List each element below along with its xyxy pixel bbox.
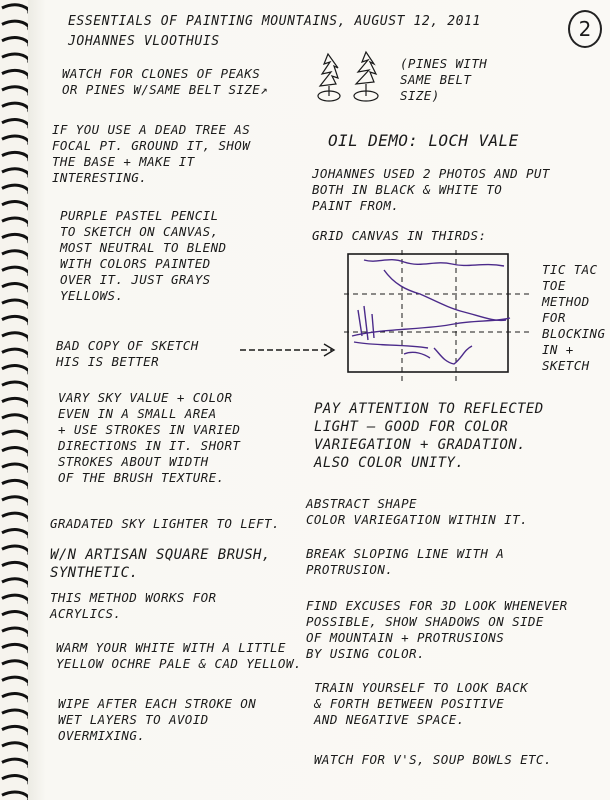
page-number: 2 bbox=[568, 10, 602, 48]
note-clones: WATCH FOR CLONES OF PEAKS OR PINES W/SAME BELT SIZE↗ bbox=[62, 66, 269, 97]
spiral-coil bbox=[2, 382, 30, 389]
spiral-coil bbox=[2, 169, 30, 176]
spiral-coil bbox=[2, 87, 30, 94]
spiral-coil bbox=[2, 5, 30, 12]
spiral-coil bbox=[2, 710, 30, 717]
arrow-to-sketch bbox=[240, 340, 340, 360]
note-dead-tree: IF YOU USE A DEAD TREE AS FOCAL PT. GROUND IT, SHOW THE BASE + MAKE IT INTERESTING. bbox=[52, 122, 251, 185]
notebook-page bbox=[28, 0, 610, 800]
page-title: ESSENTIALS OF PAINTING MOUNTAINS, AUGUST 12, 2011 bbox=[68, 14, 481, 29]
note-brush: W/N ARTISAN SQUARE BRUSH, SYNTHETIC. bbox=[50, 547, 271, 581]
spiral-coil bbox=[2, 267, 30, 274]
spiral-coil bbox=[2, 21, 30, 28]
spiral-coil bbox=[2, 480, 30, 487]
spiral-coil bbox=[2, 792, 30, 799]
note-sky-value: VARY SKY VALUE + COLOR EVEN IN A SMALL AREA + USE STROKES IN VARIED DIRECTIONS IN IT. SHORT STROKES ABOUT WIDTH OF THE BRUSH TEXTURE. bbox=[58, 390, 241, 485]
note-vs-soup-bowls: WATCH FOR V'S, SOUP BOWLS ETC. bbox=[314, 752, 552, 767]
spiral-coil bbox=[2, 562, 30, 569]
spiral-coil bbox=[2, 415, 30, 422]
note-abstract-shape: ABSTRACT SHAPE COLOR VARIEGATION WITHIN IT. bbox=[306, 496, 528, 527]
note-acrylics: THIS METHOD WORKS FOR ACRYLICS. bbox=[50, 590, 217, 621]
note-sketch-copy: BAD COPY OF SKETCH HIS IS BETTER bbox=[56, 338, 199, 369]
spiral-coil bbox=[2, 694, 30, 701]
spiral-coil bbox=[2, 218, 30, 225]
spiral-coil bbox=[2, 284, 30, 291]
spiral-coil bbox=[2, 661, 30, 668]
spiral-coil bbox=[2, 677, 30, 684]
spiral-coil bbox=[2, 776, 30, 783]
note-gradated-sky: GRADATED SKY LIGHTER TO LEFT. bbox=[50, 516, 280, 531]
spiral-coil bbox=[2, 120, 30, 127]
spiral-coil bbox=[2, 251, 30, 258]
spiral-coil bbox=[2, 497, 30, 504]
note-grid-canvas: GRID CANVAS IN THIRDS: bbox=[312, 228, 487, 243]
spiral-coil bbox=[2, 579, 30, 586]
note-wipe-stroke: WIPE AFTER EACH STROKE ON WET LAYERS TO AVOID OVERMIXING. bbox=[58, 696, 257, 743]
canvas-sketch bbox=[344, 250, 540, 390]
spiral-coil bbox=[2, 546, 30, 553]
spiral-coil bbox=[2, 366, 30, 373]
spiral-coil bbox=[2, 628, 30, 635]
spiral-coil bbox=[2, 202, 30, 209]
spiral-coil bbox=[2, 464, 30, 471]
spiral-coil bbox=[2, 185, 30, 192]
page-author: JOHANNES VLOOTHUIS bbox=[68, 34, 220, 49]
spiral-coil bbox=[2, 398, 30, 405]
demo-heading: OIL DEMO: LOCH VALE bbox=[328, 131, 519, 150]
spiral-coil bbox=[2, 152, 30, 159]
spiral-coil bbox=[2, 316, 30, 323]
spiral-coil bbox=[2, 333, 30, 340]
note-positive-negative: TRAIN YOURSELF TO LOOK BACK & FORTH BETWEEN POSITIVE AND NEGATIVE SPACE. bbox=[314, 680, 528, 727]
spiral-coil bbox=[2, 38, 30, 45]
spiral-coil bbox=[2, 349, 30, 356]
pines-caption: (PINES WITH SAME BELT SIZE) bbox=[400, 56, 488, 103]
note-reflected-light: PAY ATTENTION TO REFLECTED LIGHT — GOOD FOR COLOR VARIEGATION + GRADATION. ALSO COLOR UNITY. bbox=[314, 401, 544, 471]
spiral-coil bbox=[2, 759, 30, 766]
spiral-coil bbox=[2, 530, 30, 537]
spiral-coil bbox=[2, 448, 30, 455]
spiral-coil bbox=[2, 300, 30, 307]
note-pastel-pencil: PURPLE PASTEL PENCIL TO SKETCH ON CANVAS, MOST NEUTRAL TO BLEND WITH COLORS PAINTED OVER IT. JUST GRAYS YELLOWS. bbox=[60, 208, 227, 303]
spiral-coil bbox=[2, 644, 30, 651]
spiral-coil bbox=[2, 103, 30, 110]
note-warm-white: WARM YOUR WHITE WITH A LITTLE YELLOW OCHRE PALE & CAD YELLOW. bbox=[56, 640, 302, 671]
spiral-coil bbox=[2, 743, 30, 750]
note-photos: JOHANNES USED 2 PHOTOS AND PUT BOTH IN BLACK & WHITE TO PAINT FROM. bbox=[312, 166, 550, 213]
note-tictactoe: TIC TAC TOE METHOD FOR BLOCKING IN + SKETCH bbox=[542, 262, 606, 373]
pine-sketch bbox=[314, 50, 394, 110]
note-3d-look: FIND EXCUSES FOR 3D LOOK WHENEVER POSSIBLE, SHOW SHADOWS ON SIDE OF MOUNTAIN + PROTRUSIONS BY USING COLOR. bbox=[306, 598, 568, 661]
spiral-coil bbox=[2, 612, 30, 619]
spiral-coil bbox=[2, 431, 30, 438]
spiral-coil bbox=[2, 726, 30, 733]
spiral-coil bbox=[2, 595, 30, 602]
note-sloping-line: BREAK SLOPING LINE WITH A PROTRUSION. bbox=[306, 546, 505, 577]
spiral-coil bbox=[2, 234, 30, 241]
spiral-coil bbox=[2, 54, 30, 61]
spiral-coil bbox=[2, 136, 30, 143]
spiral-coil bbox=[2, 513, 30, 520]
spiral-coil bbox=[2, 70, 30, 77]
